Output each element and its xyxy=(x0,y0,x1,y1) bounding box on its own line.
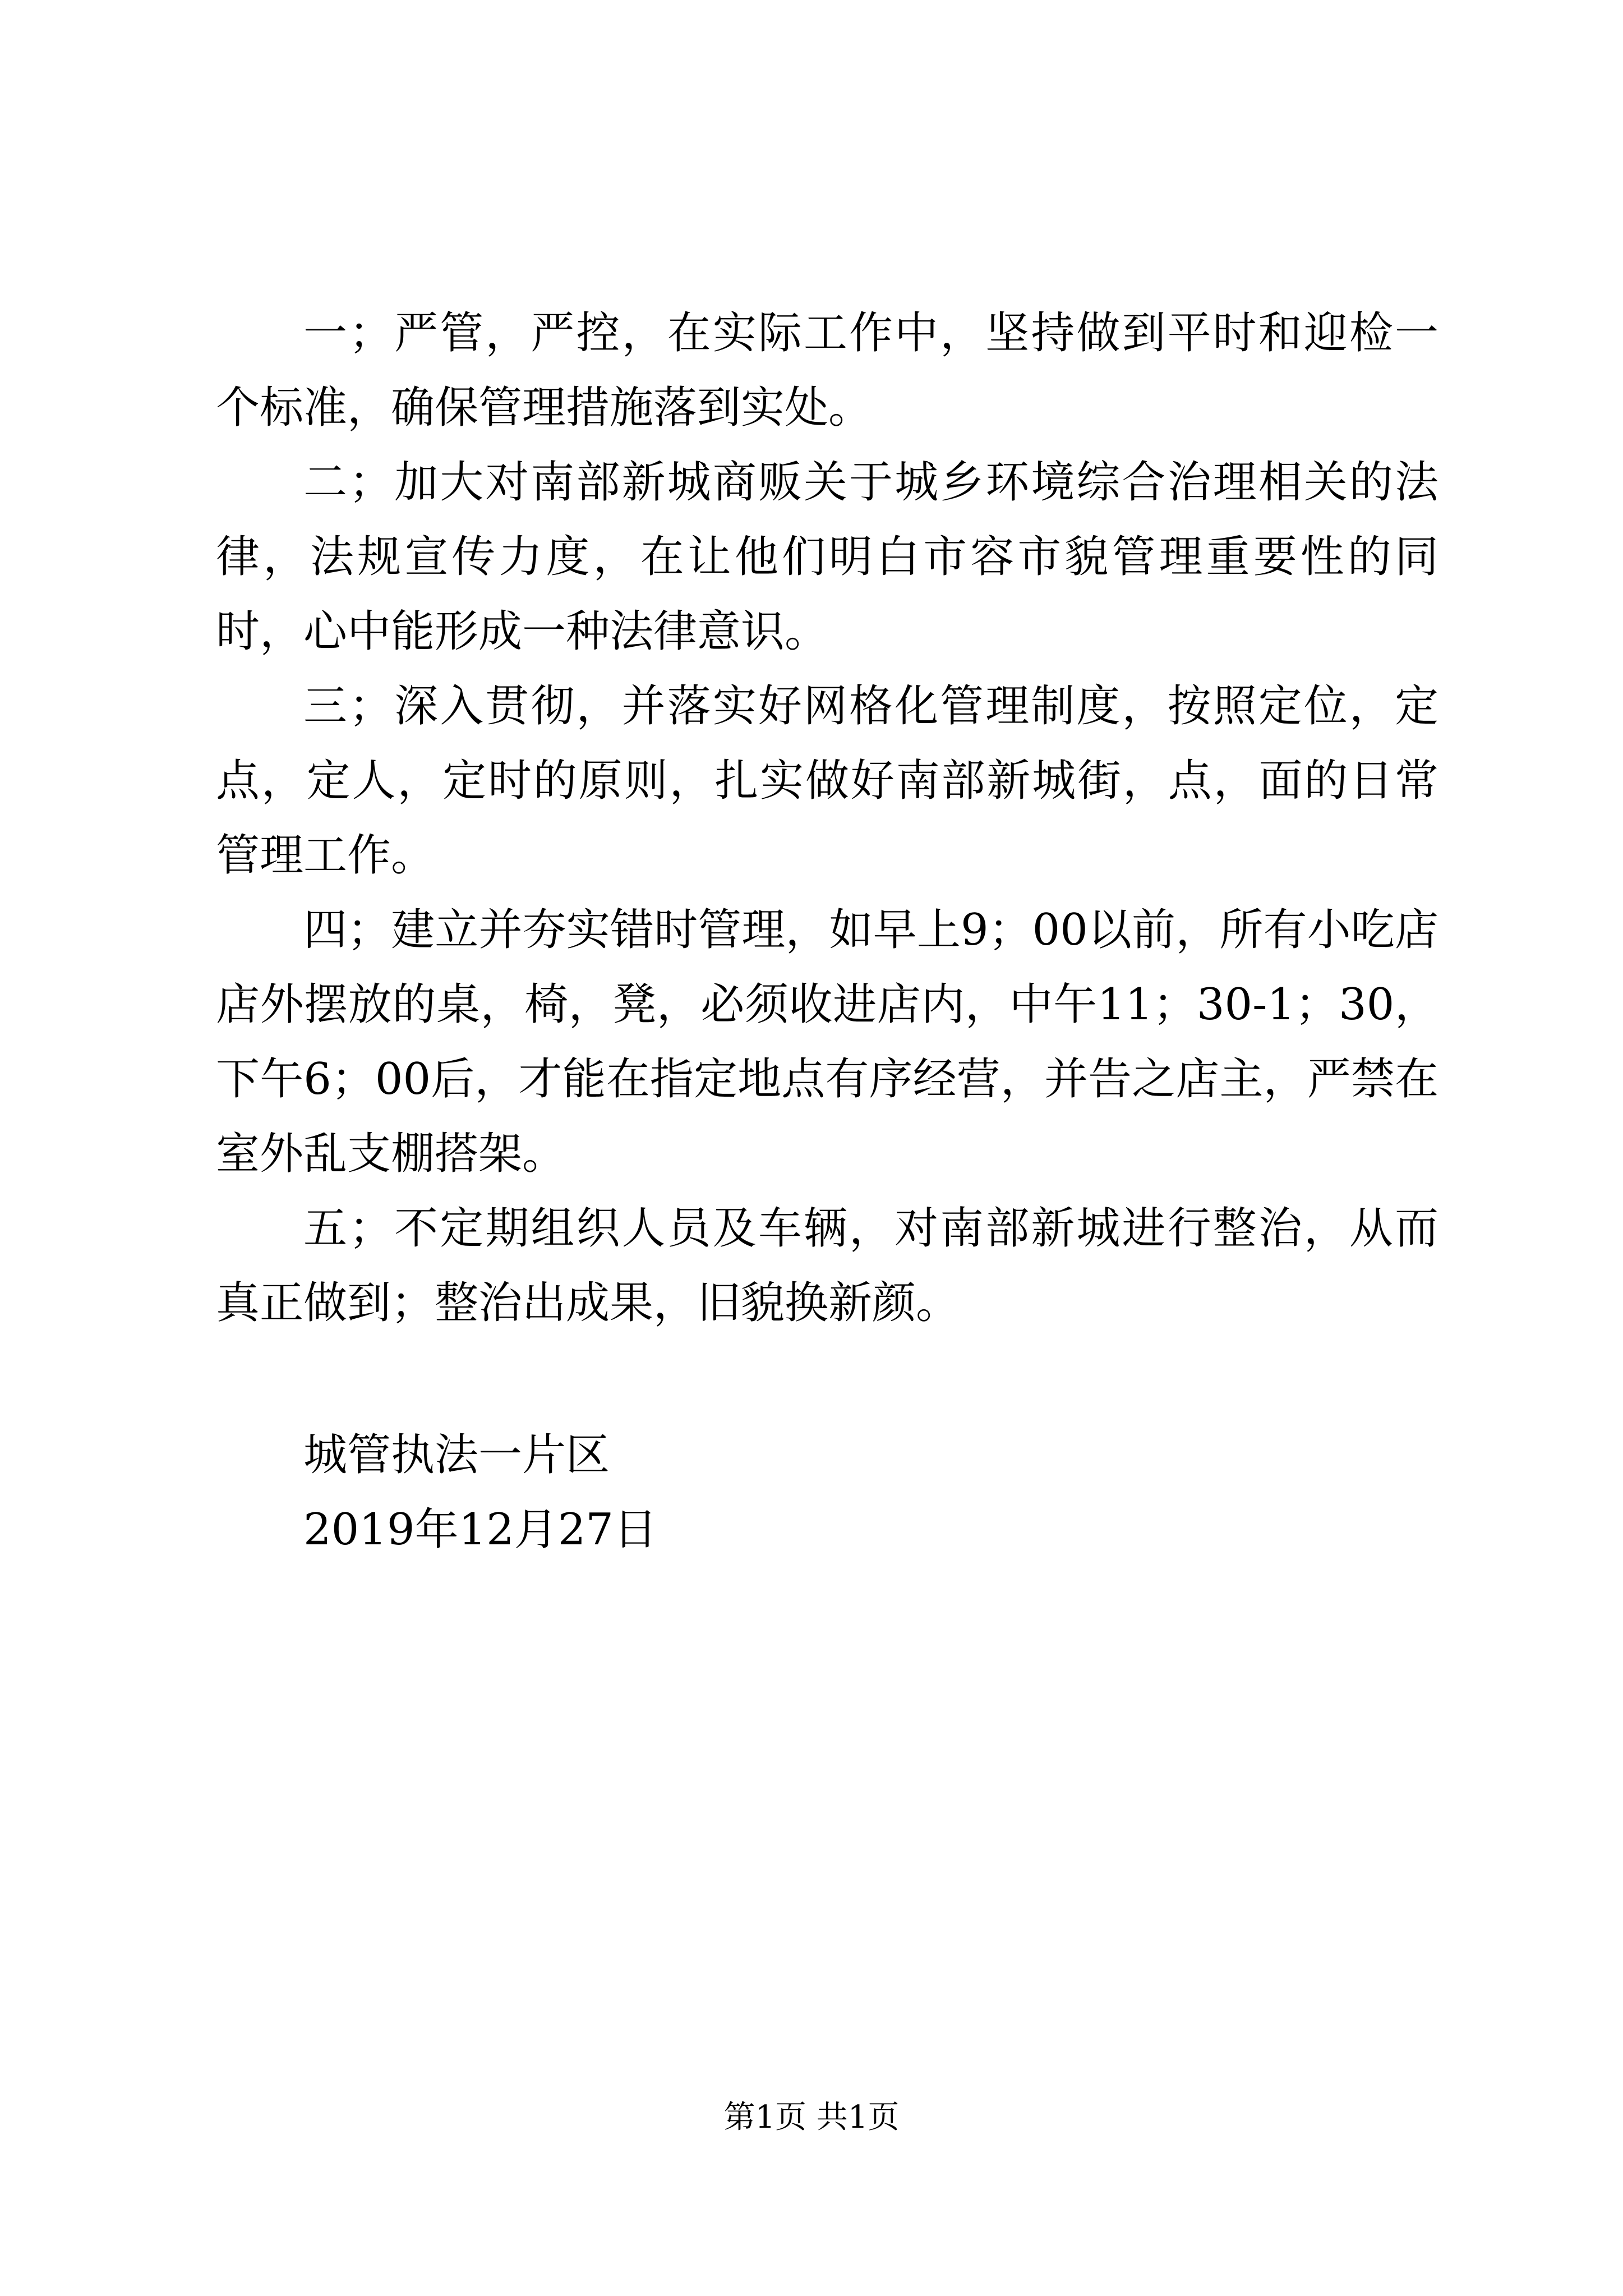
paragraph-4: 四；建立并夯实错时管理，如早上9；00以前，所有小吃店店外摆放的桌，椅，凳，必须收进店内，中午11；30-1；30，下午6；00后，才能在指定地点有序经营，并告之店主，严禁在室外乱支棚搭架。 xyxy=(216,905,1438,1179)
page-number-footer: 第1页 共1页 xyxy=(723,2099,900,2136)
signature-date: 2019年12月27日 xyxy=(303,1504,658,1555)
paragraph-1: 一；严管，严控，在实际工作中，坚持做到平时和迎检一个标准，确保管理措施落到实处。 xyxy=(216,308,1438,433)
paragraph-3: 三；深入贯彻，并落实好网格化管理制度，按照定位，定点，定人，定时的原则，扎实做好南部新城街，点，面的日常管理工作。 xyxy=(216,681,1438,881)
paragraph-5: 五；不定期组织人员及车辆，对南部新城进行整治，从而真正做到；整治出成果，旧貌换新颜。 xyxy=(216,1203,1438,1328)
signature-organization: 城管执法一片区 xyxy=(303,1430,610,1480)
paragraph-2: 二；加大对南部新城商贩关于城乡环境综合治理相关的法律，法规宣传力度，在让他们明白市容市貌管理重要性的同时，心中能形成一种法律意识。 xyxy=(216,457,1438,657)
signature-block xyxy=(303,1418,657,1567)
document-body xyxy=(216,296,1438,1341)
